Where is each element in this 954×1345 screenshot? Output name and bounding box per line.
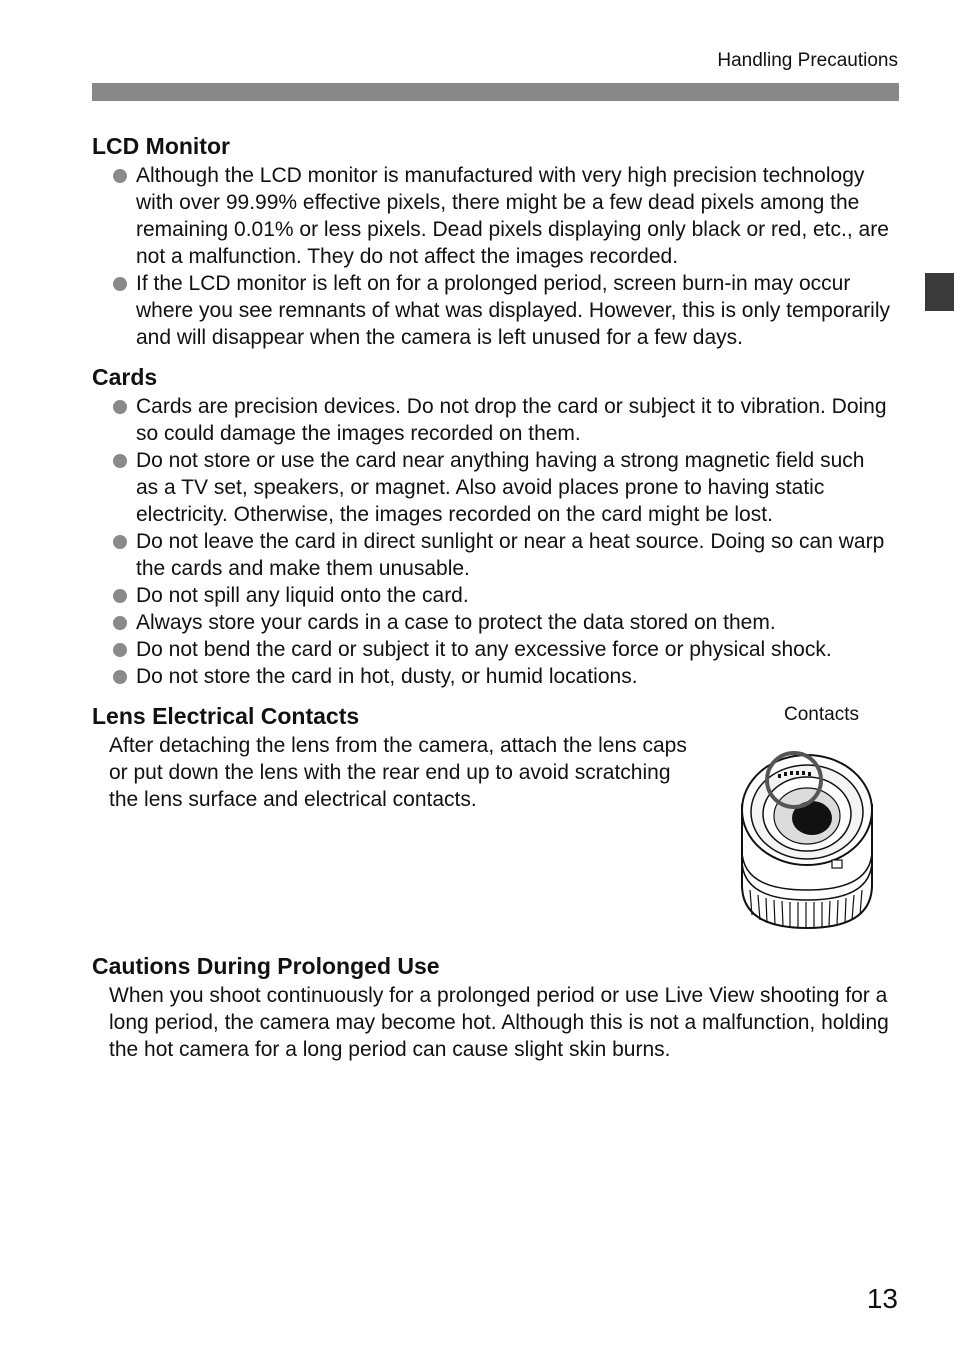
chapter-tab — [925, 273, 954, 311]
list-item: Do not leave the card in direct sunlight or near a heat source. Doing so can warp the cards and make them unusable. — [92, 528, 892, 582]
bullet-icon — [113, 670, 127, 684]
lens-contacts-text: After detaching the lens from the camera, attach the lens caps or put down the lens with the rear end up to avoid scratching the lens surface and electrical contacts. — [109, 734, 687, 811]
lens-rear-illustration — [732, 730, 882, 930]
figure-label-contacts: Contacts — [784, 704, 859, 725]
section-title-prolonged-use: Cautions During Prolonged Use — [92, 953, 440, 979]
bullet-icon — [113, 277, 127, 291]
list-item: Always store your cards in a case to protect the data stored on them. — [92, 609, 892, 636]
prolonged-use-text: When you shoot continuously for a prolonged period or use Live View shooting for a long period, the camera may become hot. Although this is not a malfunction, holding the hot camera for a long period can cause slight skin burns. — [109, 984, 889, 1061]
list-item: Do not bend the card or subject it to any excessive force or physical shock. — [92, 636, 892, 663]
cards-bullet-list — [92, 393, 892, 690]
section-title-cards: Cards — [92, 364, 158, 390]
lcd-bullet-list — [92, 162, 892, 351]
bullet-icon — [113, 169, 127, 183]
bullet-icon — [113, 535, 127, 549]
section-lcd-monitor — [92, 130, 892, 351]
running-header: Handling Precautions — [717, 50, 898, 71]
list-item: If the LCD monitor is left on for a prolonged period, screen burn-in may occur where you see remnants of what was displayed. However, this is only temporarily and will disappear when the camera is left unused for a few days. — [92, 270, 892, 351]
bullet-icon — [113, 589, 127, 603]
list-item: Do not spill any liquid onto the card. — [92, 582, 892, 609]
header-bar — [92, 83, 899, 101]
section-lens-contacts — [92, 700, 892, 940]
bullet-icon — [113, 400, 127, 414]
bullet-icon — [113, 454, 127, 468]
list-item: Do not store or use the card near anything having a strong magnetic field such as a TV set, speakers, or magnet. Also avoid places prone to having static electricity. Otherwise, the images recorded on the card might be lost. — [92, 447, 892, 528]
bullet-icon — [113, 616, 127, 630]
list-item: Cards are precision devices. Do not drop the card or subject it to vibration. Doing so could damage the images recorded on them. — [92, 393, 892, 447]
list-item: Although the LCD monitor is manufactured with very high precision technology with over 99.99% effective pixels, there might be a few dead pixels among the remaining 0.01% or less pixels. Dead pixels displaying only black or red, etc., are not a malfunction. They do not affect the images recorded. — [92, 162, 892, 270]
section-title-lens-contacts: Lens Electrical Contacts — [92, 703, 360, 729]
section-prolonged-use — [92, 950, 892, 1063]
bullet-icon — [113, 643, 127, 657]
section-title-lcd-monitor: LCD Monitor — [92, 133, 230, 159]
list-item: Do not store the card in hot, dusty, or humid locations. — [92, 663, 892, 690]
page-number: 13 — [866, 1283, 898, 1314]
page-content — [92, 130, 892, 1073]
section-cards — [92, 361, 892, 690]
